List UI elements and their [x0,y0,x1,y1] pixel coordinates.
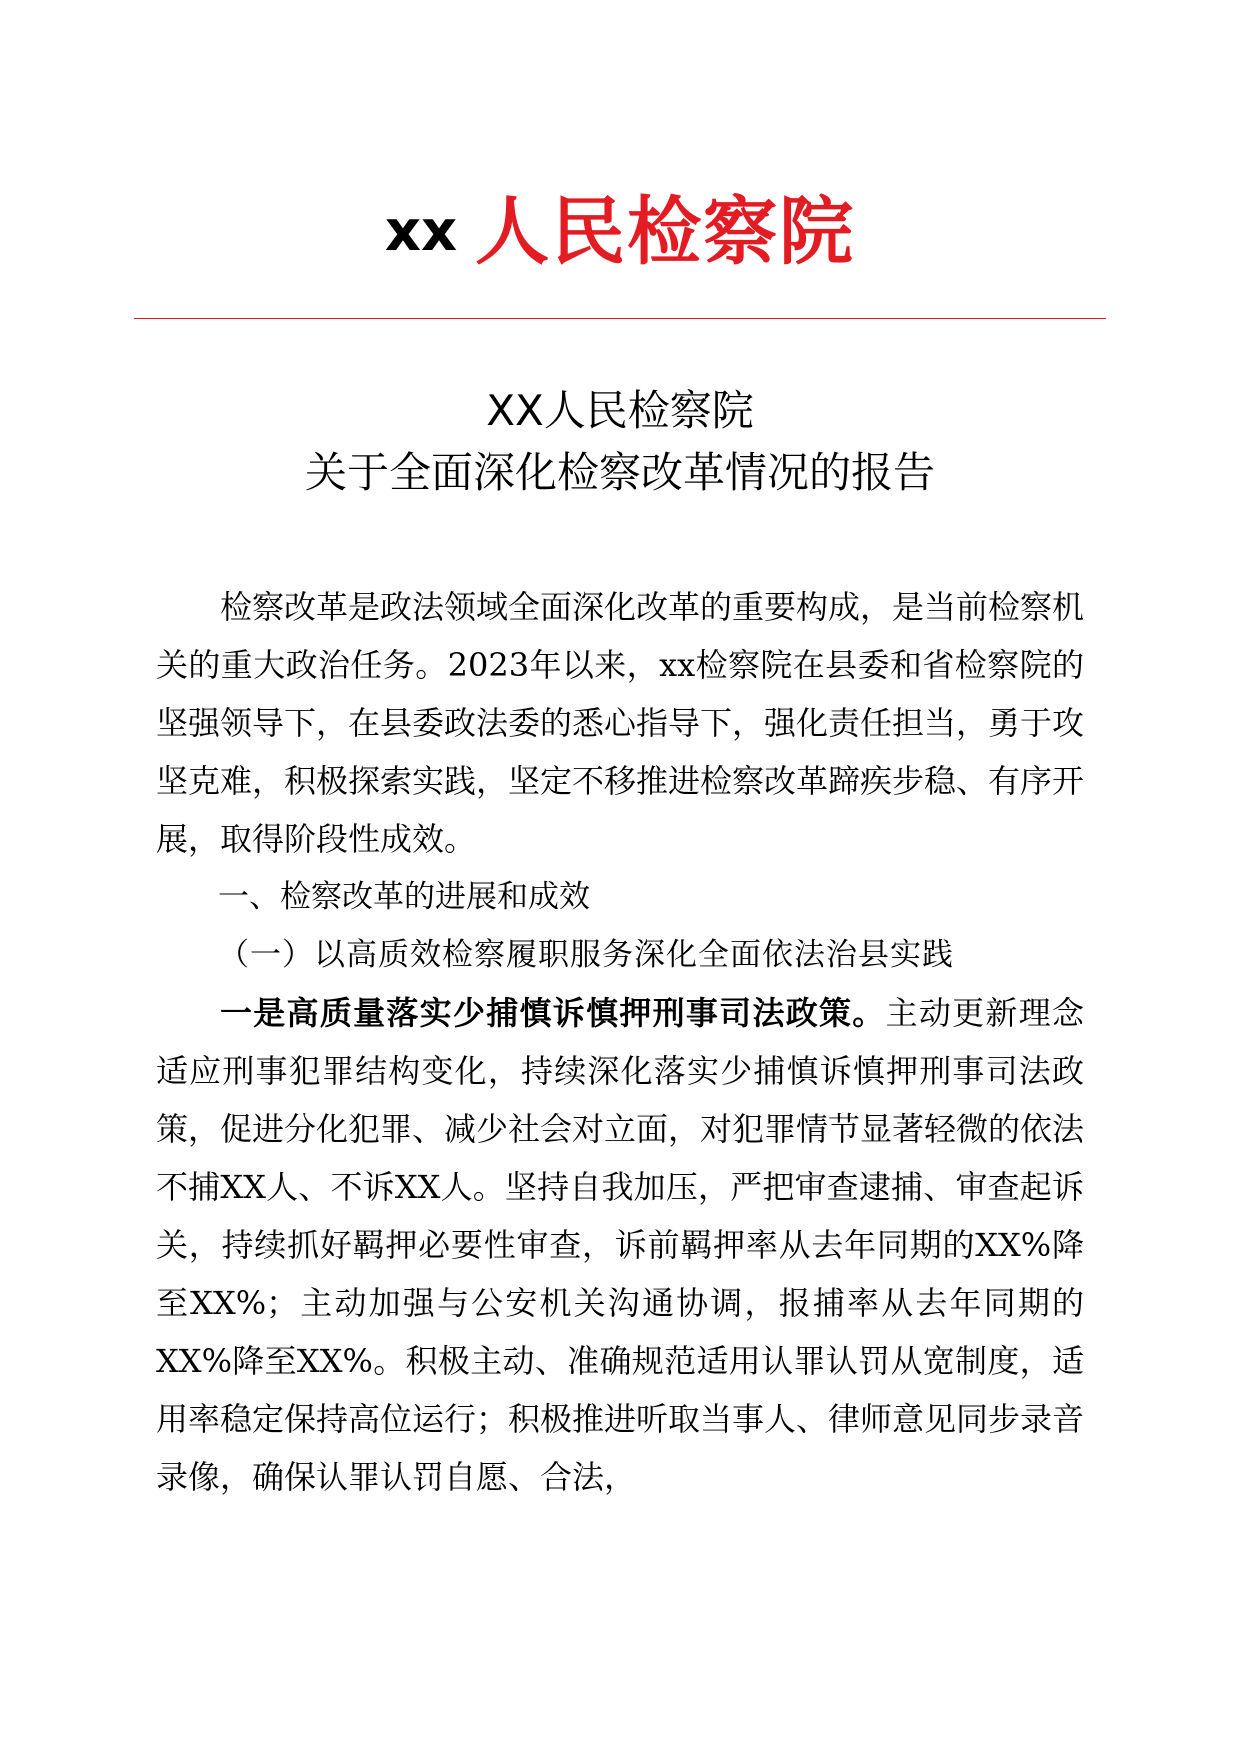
masthead-divider [134,318,1106,319]
title-line-2: 关于全面深化检察改革情况的报告 [304,448,935,497]
point-lead: 一是高质量落实少捕慎诉慎押刑事司法政策。 [220,994,886,1032]
document-masthead [0,189,1240,275]
document-title [0,380,1240,504]
document-body [156,578,1084,1506]
masthead-prefix: xx [384,199,458,264]
intro-paragraph: 检察改革是政法领域全面深化改革的重要构成，是当前检察机关的重大政治任务。2023年以来，xx检察院在县委和省检察院的坚强领导下，在县委政法委的悉心指导下，强化责任担当，勇于攻坚克难，积极探索实践，坚定不移推进检察改革蹄疾步稳、有序开展，取得阶段性成效。 [156,588,1085,858]
section-heading: 一、检察改革的进展和成效 [218,879,590,915]
point-paragraph [156,984,1084,1506]
masthead-org-name: 人民检察院 [475,189,856,275]
subsection-heading: （一）以高质效检察履职服务深化全面依法治县实践 [218,937,954,973]
title-line-1: XX人民检察院 [486,386,754,435]
point-text: 主动更新理念适应刑事犯罪结构变化，持续深化落实少捕慎诉慎押刑事司法政策，促进分化犯罪、减少社会对立面，对犯罪情节显著轻微的依法不捕XX人、不诉XX人。坚持自我加压，严把审查逮捕、审查起诉关，持续抓好羁押必要性审查，诉前羁押率从去年同期的XX%降至XX%；主动加强与公安机关沟通协调，报捕率从去年同期的XX%降至XX%。积极主动、准确规范适用认罪认罚从宽制度，适用率稳定保持高位运行；积极推进听取当事人、律师意见同步录音录像，确保认罪认罚自愿、合法， [156,994,1085,1496]
